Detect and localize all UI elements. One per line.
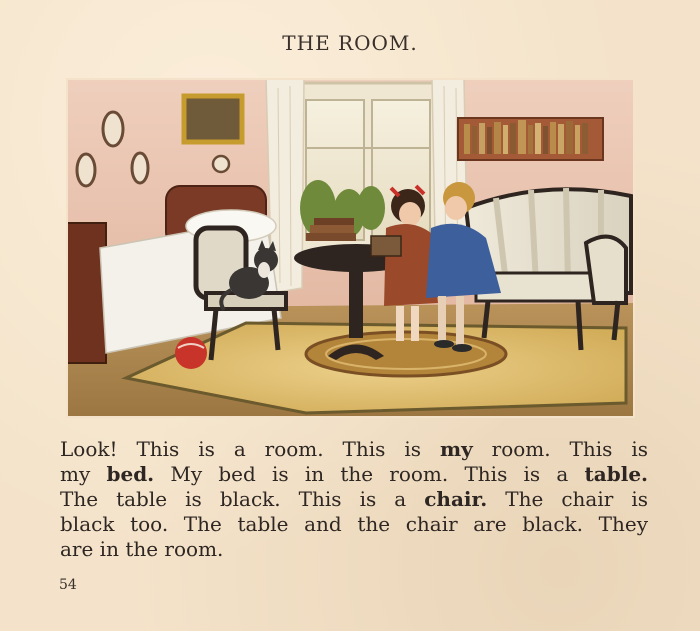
page-title: THE ROOM. <box>282 31 418 55</box>
oval-portrait-1 <box>103 112 123 146</box>
text-line-4: black too. The table and the chair are black. They <box>60 512 648 536</box>
bed-footboard <box>66 223 106 363</box>
oval-portrait-2 <box>77 154 95 186</box>
page-number: 54 <box>59 577 77 593</box>
open-book <box>371 236 401 256</box>
keyword-chair: chair. <box>424 487 488 511</box>
room-illustration-svg <box>66 78 635 418</box>
text-line-2: my bed. My bed is in the room. This is a table. <box>60 462 649 486</box>
keyword-bed: bed. <box>106 462 155 486</box>
room-illustration <box>66 78 635 418</box>
table-pedestal <box>349 268 363 338</box>
keyword-table: table. <box>584 462 649 486</box>
books <box>464 120 588 154</box>
red-ball <box>175 337 207 369</box>
sofa-arm <box>586 237 626 303</box>
text-line-5: are in the room. <box>60 537 224 561</box>
text-line-3: The table is black. This is a chair. The chair is <box>60 487 648 511</box>
keyword-my: my <box>439 437 473 461</box>
framed-picture <box>184 96 242 142</box>
oval-portrait-3 <box>132 153 148 183</box>
round-portrait <box>213 156 229 172</box>
text-line-1: Look! This is a room. This is my room. This is <box>60 437 648 461</box>
reading-passage <box>60 437 648 562</box>
